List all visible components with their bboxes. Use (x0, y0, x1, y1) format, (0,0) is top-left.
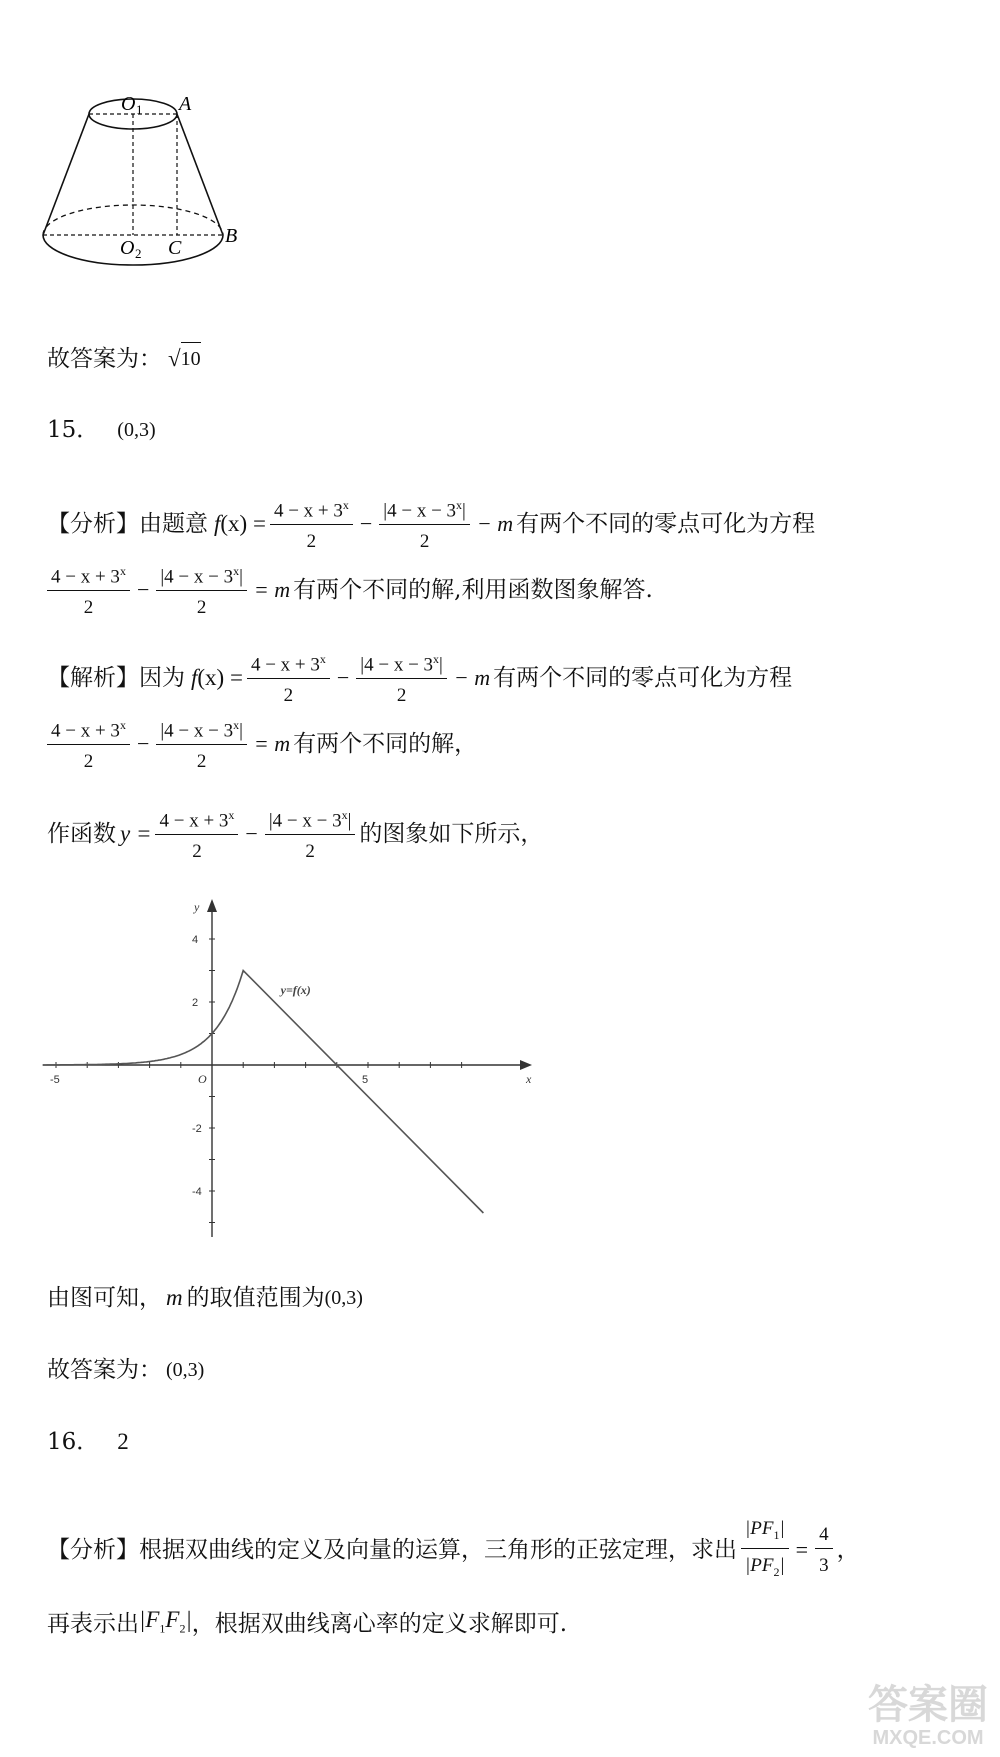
x-tick-label: -5 (50, 1074, 60, 1086)
fraction-10: $\frac{|4 - x - 3^x|}{2}$ (265, 804, 356, 863)
q15-analysis-line2 (47, 560, 653, 619)
fx-arg: (x) = (220, 510, 266, 536)
q16-header (47, 1426, 129, 1458)
q15-solution-line1 (47, 648, 792, 707)
eq-m: = m (253, 730, 291, 756)
label-b: B (225, 225, 238, 247)
x-axis-label: x (526, 1072, 532, 1086)
final-answer: (0,3) (166, 1359, 205, 1381)
label-c: C (168, 237, 182, 259)
q15-conclusion (47, 1282, 363, 1314)
fraction-1: $\frac{4 - x + 3^x}{2}$ (270, 494, 353, 553)
solution-text3: 有两个不同的解， (293, 730, 478, 757)
function-graph (40, 885, 550, 1245)
fraction-2: $\frac{|4 - x - 3^x|}{2}$ (379, 494, 470, 553)
label-o2: O (120, 237, 135, 259)
analysis-tag: 【分析】 (47, 510, 139, 537)
fraction-5: $\frac{4 - x + 3^x}{2}$ (247, 648, 330, 707)
minus-m: − m (453, 664, 491, 690)
fx: f (191, 664, 198, 690)
q15-analysis-line1 (47, 494, 815, 553)
ratio-fraction: $\frac{|PF_1|}{|PF_2|}$ (741, 1518, 789, 1583)
minus-op: − (136, 730, 150, 756)
y-tick-label: -4 (192, 1186, 202, 1198)
solution-text1: 因为 (139, 664, 185, 691)
conclusion-text2: 的取值范围为 (186, 1285, 325, 1311)
label-o2-sub: 2 (135, 246, 142, 261)
frustum-figure (38, 88, 248, 273)
label-a: A (179, 93, 192, 115)
q16-text2: 再表示出 (47, 1611, 139, 1638)
f1f2: $|F_1F_2|$ (139, 1607, 192, 1636)
fraction-3: $\frac{4 - x + 3^x}{2}$ (47, 560, 130, 619)
q16-analysis-tag: 【分析】 (47, 1537, 139, 1564)
minus-m: − m (476, 510, 514, 536)
x-tick-label: 5 (362, 1074, 369, 1086)
q15-make-line (47, 804, 543, 863)
conclusion-range: (0,3) (324, 1287, 363, 1309)
q16-analysis-line2 (47, 1604, 567, 1645)
fraction-9: $\frac{4 - x + 3^x}{2}$ (155, 804, 238, 863)
conclusion-text: 由图可知， (47, 1285, 162, 1311)
analysis-text1: 由题意 (139, 510, 208, 537)
y-tick-label: 2 (192, 997, 199, 1009)
fraction-7: $\frac{4 - x + 3^x}{2}$ (47, 714, 130, 773)
eq-op: = (795, 1537, 809, 1563)
value-fraction: $\frac{4}{3}$ (815, 1524, 833, 1577)
y-eq: y = (120, 820, 152, 846)
fraction-4: $\frac{|4 - x - 3^x|}{2}$ (156, 560, 247, 619)
analysis-text3: 有两个不同的解,利用函数图象解答. (293, 576, 653, 603)
q16-text3: ，根据双曲线离心率的定义求解即可. (191, 1611, 568, 1638)
q15-final (47, 1354, 204, 1386)
minus-op: − (336, 664, 350, 690)
conclusion-m: m (166, 1285, 183, 1310)
curve-label: y=f(x) (280, 983, 311, 998)
fraction-6: $\frac{|4 - x - 3^x|}{2}$ (356, 648, 447, 707)
q16-answer: 2 (117, 1429, 129, 1454)
watermark-bottom: MXQE.COM (872, 1727, 984, 1749)
make-text2: 的图象如下所示， (359, 820, 544, 847)
eq-m: = m (253, 576, 291, 602)
q15-solution-line2 (47, 714, 477, 773)
q15-answer: (0,3) (117, 419, 156, 441)
y-axis-label: y (194, 900, 200, 914)
q16-number: 16． (47, 1429, 100, 1455)
watermark-top: 答案圈 (868, 1682, 988, 1728)
q14-answer-value: 10 (181, 342, 201, 375)
y-tick-label: 4 (192, 934, 199, 946)
series-line (47, 971, 484, 1214)
q14-answer-line (47, 342, 201, 375)
q16-comma: ， (836, 1537, 860, 1564)
fx-arg: (x) = (197, 664, 243, 690)
x-axis-arrow (520, 1060, 532, 1070)
q15-number: 15． (47, 417, 100, 443)
label-o1: O (121, 93, 136, 115)
label-o1-sub: 1 (136, 102, 143, 117)
fraction-8: $\frac{|4 - x - 3^x|}{2}$ (156, 714, 247, 773)
minus-op: − (359, 510, 373, 536)
q15-header (47, 414, 156, 446)
q14-answer-prefix: 故答案为： (47, 345, 162, 372)
minus-op: − (245, 820, 258, 846)
y-axis-arrow (207, 899, 217, 912)
analysis-text2: 有两个不同的零点可化为方程 (516, 510, 816, 537)
q16-analysis-text1: 根据双曲线的定义及向量的运算，三角形的正弦定理，求出 (139, 1537, 737, 1564)
final-prefix: 故答案为： (47, 1357, 162, 1383)
make-text1: 作函数 (47, 820, 116, 847)
fx: f (214, 510, 221, 536)
origin-label: O (198, 1072, 207, 1086)
sqrt-symbol: √ (168, 345, 181, 371)
minus-op: − (136, 576, 150, 602)
solution-tag: 【解析】 (47, 664, 139, 691)
q16-analysis-line1 (47, 1518, 860, 1583)
y-tick-label: -2 (192, 1123, 202, 1135)
watermark (868, 1683, 988, 1749)
solution-text2: 有两个不同的零点可化为方程 (493, 664, 793, 691)
